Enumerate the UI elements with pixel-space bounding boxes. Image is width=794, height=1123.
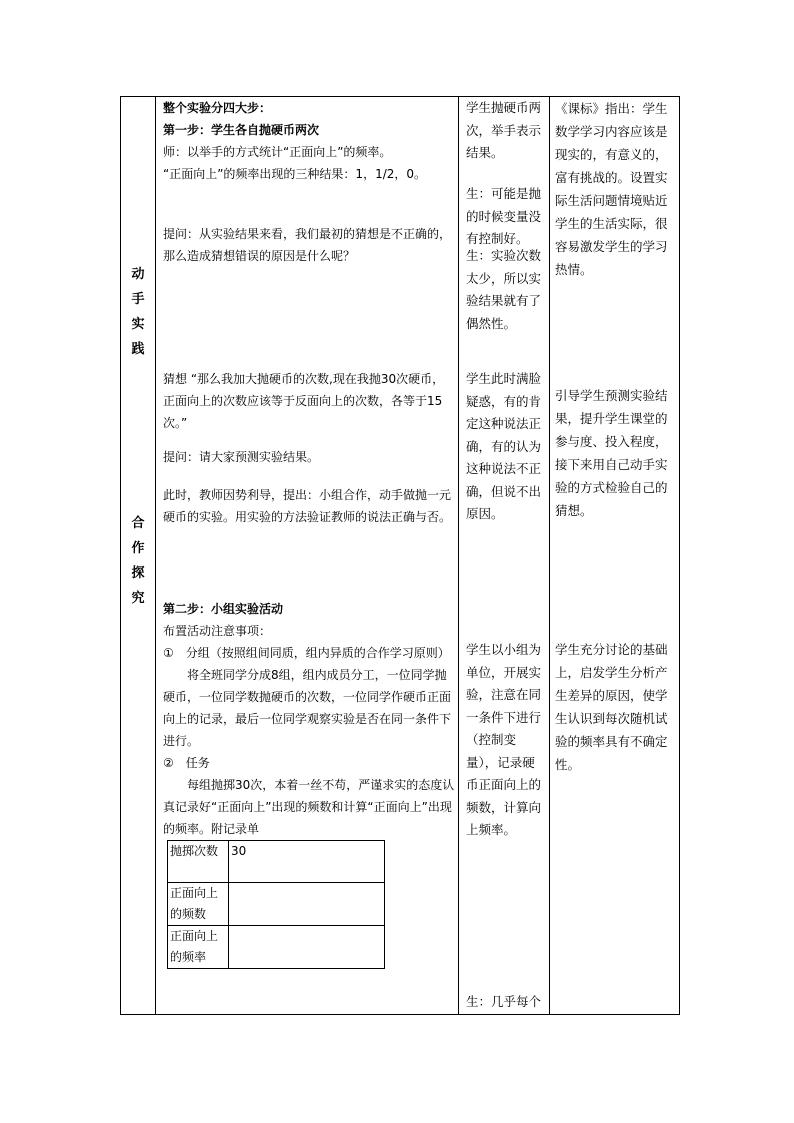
- record-sheet-table: [167, 840, 385, 969]
- lesson-table: [120, 96, 680, 1015]
- design-intent-2: 引导学生预测实验结果，提升学生课堂的参与度、投入程度，接下来用自己动手实验的方式检验自己的猜想。: [555, 388, 668, 518]
- record-label: 抛掷次数: [168, 841, 229, 883]
- teacher-instruction: 师：以举手的方式统计“正面向上”的频率。: [163, 145, 392, 159]
- section-label-hands-on: 动 手 实 践: [131, 267, 145, 357]
- item1-body: 将全班同学分成8组，组内成员分工，一位同学抛硬币，一位同学数抛硬币的次数，一位同学作硬币正面向上的记录，最后一位同学观察实验是否在同一条件下进行。: [163, 668, 452, 748]
- item1-label: ① 分组（按照组间同质，组内异质的合作学习原则）: [163, 646, 450, 660]
- record-value: 30: [229, 841, 385, 883]
- record-label: 正面向上的频数: [168, 883, 229, 926]
- student-activity-2: 生：可能是抛的时候变量没有控制好。: [466, 186, 542, 246]
- design-intent-3: 学生充分讨论的基础上，启发学生分析产生差异的原因，使学生认识到每次随机试验的频率具有不确定性。: [555, 642, 668, 772]
- results-text: “正面向上”的频率出现的三种结果：1，1/2，0。: [163, 167, 427, 181]
- step2-title: 第二步：小组实验活动: [163, 602, 284, 616]
- step1-title: 第一步：学生各自抛硬币两次: [163, 123, 320, 137]
- table-row: [168, 926, 385, 969]
- table-row: [168, 883, 385, 926]
- design-intent-1: 《课标》指出：学生数学学习内容应该是现实的，有意义的，富有挑战的。设置实际生活问题情境贴近学生的生活实际，很容易激发学生的学习热情。: [555, 101, 668, 277]
- student-activity-1: 学生抛硬币两次，举手表示结果。: [466, 100, 542, 160]
- intro-text: 整个实验分四大步：: [163, 101, 272, 115]
- student-activity-3: 生：实验次数太少，所以实验结果就有了偶然性。: [466, 248, 542, 331]
- content-block-guess: [163, 368, 455, 528]
- content-block-step2: [163, 598, 455, 969]
- item2-label: ② 任务: [163, 756, 210, 770]
- guess-text: 猜想 “那么我加大抛硬币的次数,现在我抛30次硬币，正面向上的次数应该等于反面向上的次数，各等于15次。”: [163, 372, 445, 430]
- predict-text: 提问：请大家预测实验结果。: [163, 450, 320, 464]
- table-row: [168, 841, 385, 883]
- record-label: 正面向上的频率: [168, 926, 229, 969]
- content-block-step1: [163, 97, 455, 267]
- notes-text: 布置活动注意事项：: [163, 624, 272, 638]
- record-value: [229, 926, 385, 969]
- record-value: [229, 883, 385, 926]
- guide-text: 此时，教师因势利导，提出：小组合作，动手做抛一元硬币的实验。用实验的方法验证教师的说法正确与否。: [163, 488, 452, 524]
- student-activity-5: 学生以小组为单位，开展实验，注意在同一条件下进行（控制变量），记录硬币正面向上的频数，计算向上频率。: [466, 642, 542, 837]
- question-text: 提问：从实验结果来看，我们最初的猜想是不正确的，那么造成猜想错误的原因是什么呢？: [163, 227, 452, 263]
- column-divider: [155, 97, 156, 1014]
- section-label-cooperative-inquiry: 合 作 探 究: [131, 516, 145, 606]
- student-activity-6: 生：几乎每个: [466, 994, 542, 1009]
- column-divider: [458, 97, 459, 1014]
- student-activity-4: 学生此时满脸疑惑，有的肯定这种说法正确，有的认为这种说法不正确，但说不出原因。: [466, 371, 542, 521]
- column-divider: [549, 97, 550, 1014]
- item2-body: 每组抛掷30次，本着一丝不苟，严谨求实的态度认真记录好“正面向上”出现的频数和计算“正面向上”出现的频率。附记录单: [163, 778, 455, 836]
